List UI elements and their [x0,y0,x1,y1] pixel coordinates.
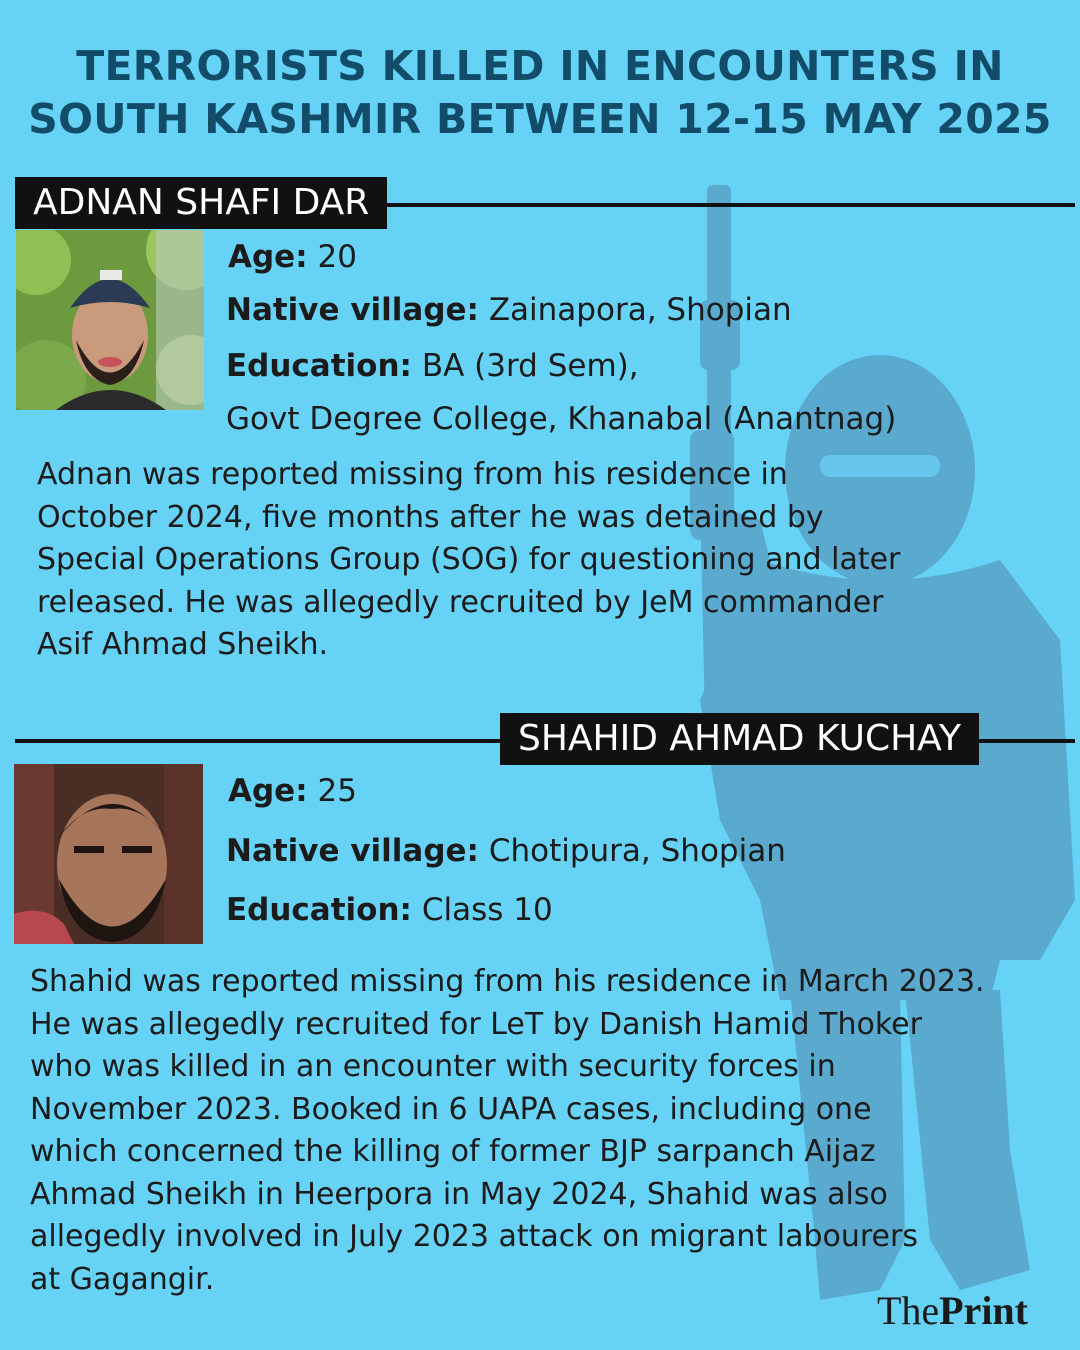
bio-line: Ahmad Sheikh in Heerpora in May 2024, Shahid was also [30,1176,888,1212]
education-row [226,348,639,384]
village-value: Zainapora, Shopian [488,292,792,328]
age-row [228,773,357,809]
bio-line: November 2023. Booked in 6 UAPA cases, including one [30,1091,872,1127]
age-value: 25 [317,773,357,809]
title-line-1: TERRORISTS KILLED IN ENCOUNTERS IN [76,42,1004,90]
profile-name-banner: SHAHID AHMAD KUCHAY [500,713,979,765]
education-row [226,892,553,928]
bio-line: Special Operations Group (SOG) for questioning and later [37,542,901,577]
education-label: Education: [226,892,412,928]
profile-bio [30,961,1070,1301]
bio-line: allegedly involved in July 2023 attack on migrant labourers [30,1219,918,1254]
logo-part-2: Print [939,1288,1028,1333]
village-value: Chotipura, Shopian [488,833,786,869]
education-label: Education: [226,348,412,384]
bio-line: at Gagangir. [30,1261,215,1297]
bio-line: October 2024, five months after he was detained by [37,499,824,535]
village-label: Native village: [226,292,479,328]
bio-line: Asif Ahmad Sheikh. [37,627,329,662]
education-value: Class 10 [421,892,553,928]
bio-line: who was killed in an encounter with security forces in [30,1049,836,1084]
profile-photo [16,230,204,410]
title-line-2: SOUTH KASHMIR BETWEEN 12-15 MAY 2025 [28,95,1052,143]
theprint-logo [877,1287,1028,1334]
village-label: Native village: [226,833,479,869]
village-row [226,833,786,869]
education-row-2: Govt Degree College, Khanabal (Anantnag) [226,401,897,437]
bio-line: Adnan was reported missing from his residence in [37,457,788,492]
village-row [226,292,792,328]
bio-line: He was allegedly recruited for LeT by Danish Hamid Thoker [30,1006,922,1042]
age-value: 20 [317,239,357,275]
bio-line: released. He was allegedly recruited by JeM commander [37,584,884,620]
age-label: Age: [228,239,308,275]
profile-name-banner: ADNAN SHAFI DAR [15,177,387,229]
bio-line: which concerned the killing of former BJP sarpanch Aijaz [30,1134,876,1169]
education-value: BA (3rd Sem), [421,348,639,384]
page-title [0,40,1080,146]
profile-bio [37,454,1037,667]
profile-photo [14,764,203,944]
bio-line: Shahid was reported missing from his residence in March 2023. [30,964,985,999]
logo-part-1: The [876,1288,940,1333]
age-label: Age: [228,773,308,809]
age-row [228,239,357,275]
